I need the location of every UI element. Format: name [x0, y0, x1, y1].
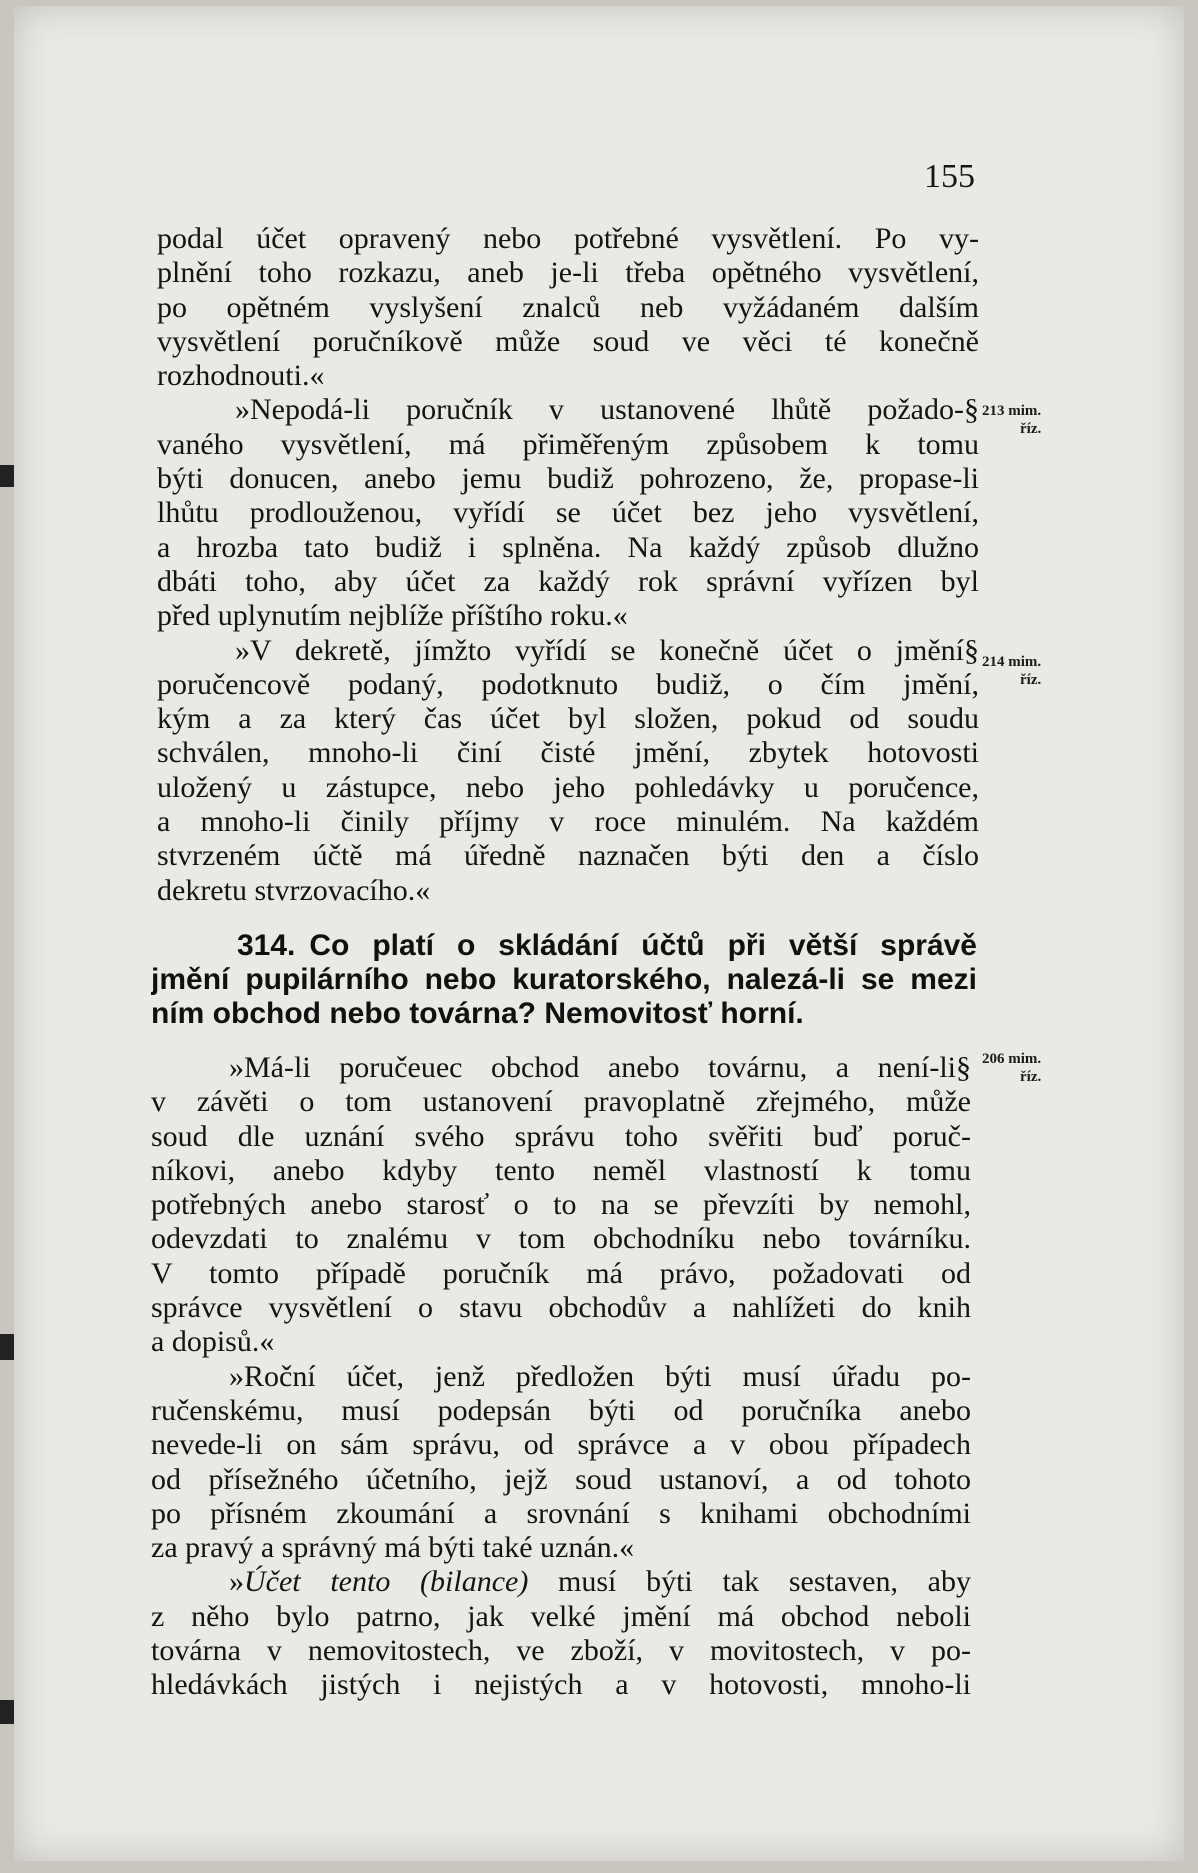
text-line: vysvětlení poručníkově může soud ve věci té konečně	[157, 324, 979, 358]
text-line: podal účet opravený nebo potřebné vysvětlení. Po vy-	[157, 222, 979, 255]
italic-term: Účet tento (bilance)	[244, 1565, 529, 1599]
section-number: 314.	[237, 929, 296, 962]
page-number: 155	[924, 158, 975, 195]
text-line: dbáti toho, aby účet za každý rok správní vyřízen byl	[157, 564, 979, 598]
margin-note-cont: říz.	[1020, 421, 1042, 437]
text-line: po opětném vyslyšení znalců neb vyžádaném dalším	[157, 290, 979, 324]
text-line: hledávkách jistých i nejistých a v hotovosti, mnoho-li	[151, 1668, 971, 1702]
text-line: továrna v nemovitostech, ve zboží, v movitostech, v po-	[151, 1634, 971, 1668]
binding-mark	[0, 1334, 14, 1360]
text-line: od přísežného účetního, jejž soud ustanoví, a od tohoto	[151, 1462, 971, 1496]
text-line: níkovi, anebo kdyby tento neměl vlastností k tomu	[151, 1153, 971, 1187]
text-line: »Nepodá-li poručník v ustanovené lhůtě požado-§	[235, 393, 979, 427]
text-line: po přísném zkoumání a srovnání s knihami obchodními	[151, 1496, 971, 1530]
heading-line: jmění pupilárního nebo kuratorského, nalezá-li se mezi	[151, 963, 977, 996]
text-line: »Účet tento (bilance) musí býti tak sestaven, aby	[229, 1565, 971, 1599]
text-line: dekretu stvrzovacího.«	[157, 873, 431, 907]
text-line: stvrzeném účtě má úředně naznačen býti den a číslo	[157, 839, 979, 873]
text-line: a hrozba tato budiž i splněna. Na každý způsob dlužno	[157, 530, 979, 564]
text-line: v závěti o tom ustanovení pravoplatně zřejmého, může	[151, 1085, 971, 1119]
text-line: správce vysvětlení o stavu obchodův a nahlížeti do knih	[151, 1291, 971, 1325]
text-line: z něho bylo patrno, jak velké jmění má obchod neboli	[151, 1599, 971, 1633]
section-heading	[151, 929, 977, 1031]
heading-line	[151, 929, 977, 963]
margin-note	[982, 1050, 1041, 1086]
text-line: za pravý a správný má býti také uznán.«	[151, 1531, 635, 1565]
text-line: lhůtu prodlouženou, vyřídí se účet bez jeho vysvětlení,	[157, 496, 979, 530]
margin-note	[982, 402, 1041, 438]
margin-note	[982, 653, 1041, 689]
text-line: vaného vysvětlení, má přiměřeným způsobem k tomu	[157, 427, 979, 461]
heading-line: ním obchod nebo továrna? Nemovitosť horní.	[151, 997, 804, 1030]
text-line: a mnoho-li činily příjmy v roce minulém. Na každém	[157, 805, 979, 839]
binding-mark	[0, 465, 14, 487]
margin-note-ref: 206 mim.	[982, 1051, 1042, 1067]
book-page	[14, 6, 1184, 1861]
margin-note-cont: říz.	[1020, 672, 1042, 688]
text-line: rozhodnouti.«	[157, 359, 325, 393]
text-line: »V dekretě, jímžto vyřídí se konečně účet o jmění§	[235, 633, 979, 667]
text-line: »Má-li poručeuec obchod anebo továrnu, a není-li§	[229, 1051, 971, 1084]
text-line: potřebných anebo starosť o to na se převzíti by nemohl,	[151, 1188, 971, 1222]
text-line: schválen, mnoho-li činí čisté jmění, zbytek hotovosti	[157, 736, 979, 770]
text-line: nevede-li on sám správu, od správce a v obou případech	[151, 1428, 971, 1462]
text-line: kým a za který čas účet byl složen, pokud od soudu	[157, 702, 979, 736]
text-line: uložený u zástupce, nebo jeho pohledávky u poručence,	[157, 770, 979, 804]
text-line: soud dle uznání svého správu toho svěřiti buď poruč-	[151, 1119, 971, 1153]
margin-note-ref: 213 mim.	[982, 403, 1042, 419]
text-line: ručenskému, musí podepsán býti od poručníka anebo	[151, 1393, 971, 1427]
text-block-bottom	[151, 1051, 971, 1703]
text-line: poručencově podaný, podotknuto budiž, o čím jmění,	[157, 667, 979, 701]
binding-mark	[0, 1700, 14, 1724]
text-line: býti donucen, anebo jemu budiž pohrozeno, že, propase-li	[157, 462, 979, 496]
heading-text: Co platí o skládání účtů při větší správě	[309, 929, 977, 962]
text-line: před uplynutím nejblíže příštího roku.«	[157, 599, 628, 633]
text-line: odevzdati to znalému v tom obchodníku nebo továrníku.	[151, 1222, 971, 1256]
margin-note-ref: 214 mim.	[982, 654, 1042, 670]
text-line: plnění toho rozkazu, aneb je-li třeba opětného vysvětlení,	[157, 256, 979, 290]
text-line: »Roční účet, jenž předložen býti musí úřadu po-	[229, 1359, 971, 1393]
text-line: a dopisů.«	[151, 1325, 275, 1359]
margin-note-cont: říz.	[1020, 1069, 1042, 1085]
text-block-top	[157, 222, 979, 908]
text-line: V tomto případě poručník má právo, požadovati od	[151, 1256, 971, 1290]
